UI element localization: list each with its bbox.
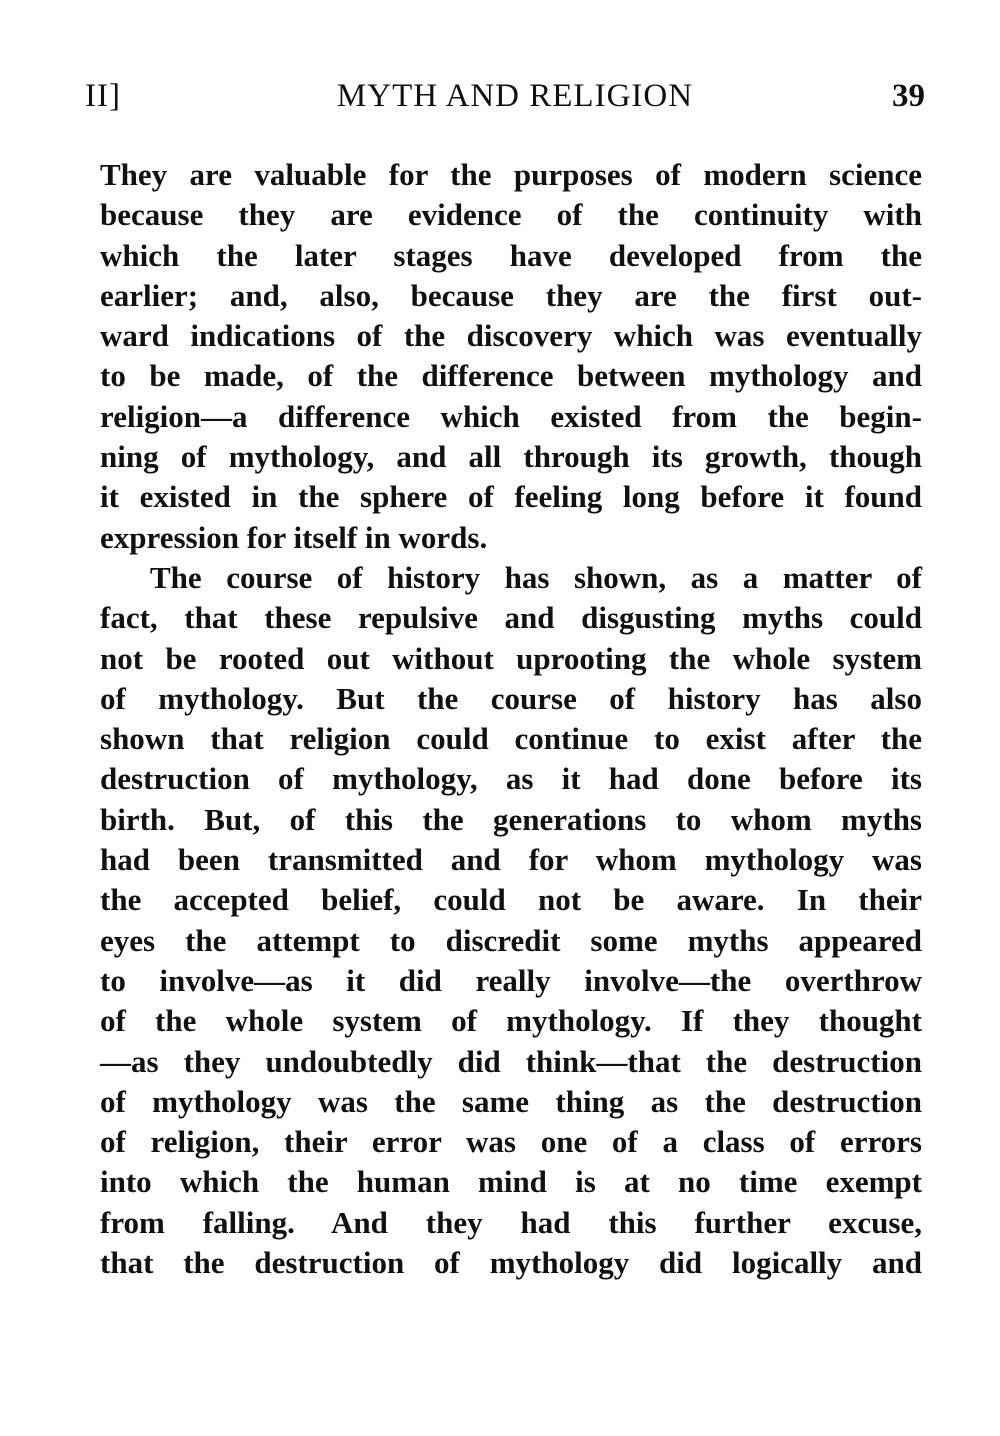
text-line: birth. But, of this the generations to whom myths <box>100 801 922 837</box>
text-line: of religion, their error was one of a class of errors <box>100 1124 922 1160</box>
text-line: from falling. And they had this further excuse, <box>100 1204 922 1240</box>
text-line: ning of mythology, and all through its growth, though <box>100 439 922 475</box>
text-line: that the destruction of mythology did logically and <box>100 1245 922 1281</box>
text-line: which the later stages have developed from the <box>100 237 922 273</box>
text-line: of the whole system of mythology. If they thought <box>100 1003 922 1039</box>
page-number: 39 <box>892 78 925 114</box>
body-text <box>100 155 922 1283</box>
text-line: because they are evidence of the continuity with <box>100 197 922 233</box>
text-line: earlier; and, also, because they are the first out- <box>100 277 922 313</box>
text-line: of mythology. But the course of history has also <box>100 680 922 716</box>
text-line: it existed in the sphere of feeling long before it found <box>100 479 922 515</box>
text-line: fact, that these repulsive and disgusting myths could <box>100 600 922 636</box>
text-line: —as they undoubtedly did think—that the destruction <box>100 1043 922 1079</box>
text-line: religion—a difference which existed from the begin- <box>100 398 922 434</box>
chapter-number: II] <box>85 78 121 114</box>
text-line: to be made, of the difference between mythology and <box>100 358 922 394</box>
text-line: of mythology was the same thing as the destruction <box>100 1083 922 1119</box>
text-line: shown that religion could continue to exist after the <box>100 721 922 757</box>
text-line: to involve—as it did really involve—the overthrow <box>100 962 922 998</box>
text-line: had been transmitted and for whom mythology was <box>100 842 922 878</box>
text-line: not be rooted out without uprooting the whole system <box>100 640 922 676</box>
text-line: into which the human mind is at no time exempt <box>100 1164 922 1200</box>
text-line: The course of history has shown, as a matter of <box>150 559 922 595</box>
text-line: They are valuable for the purposes of modern science <box>100 157 922 192</box>
text-line: expression for itself in words. <box>100 519 488 555</box>
text-line: eyes the attempt to discredit some myths appeared <box>100 922 922 958</box>
text-line: the accepted belief, could not be aware. In their <box>100 882 922 918</box>
running-title: MYTH AND RELIGION <box>336 78 694 114</box>
text-line: destruction of mythology, as it had done before its <box>100 761 922 797</box>
page-header <box>85 78 925 122</box>
text-line: ward indications of the discovery which was eventually <box>100 318 922 354</box>
